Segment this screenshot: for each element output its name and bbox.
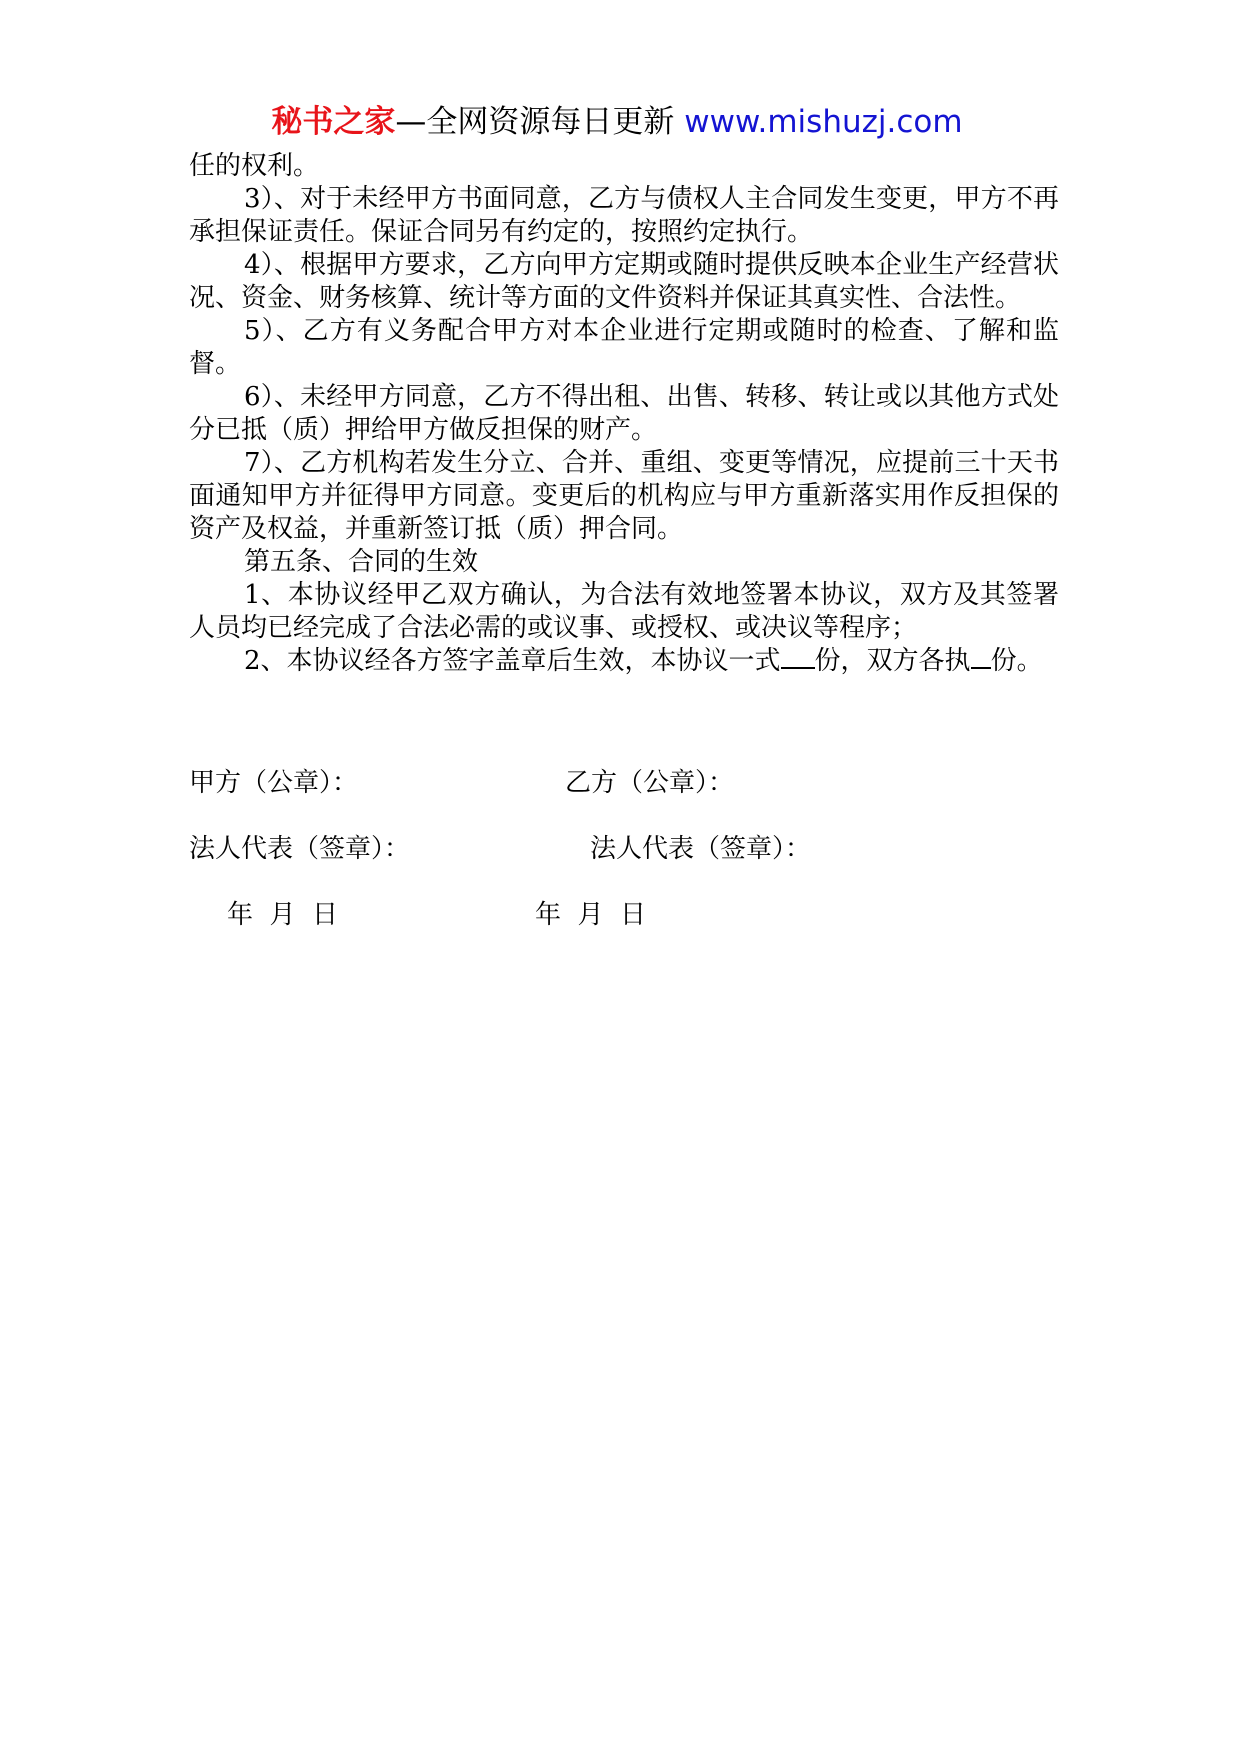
header-brand: 秘书之家	[271, 104, 396, 140]
clause-7: 7）、乙方机构若发生分立、合并、重组、变更等情况，应提前三十天书面通知甲方并征得甲方同意。变更后的机构应与甲方重新落实用作反担保的资产及权益，并重新签订抵（质）押合同。	[189, 448, 1059, 544]
paragraph-continuation: 任的权利。	[189, 151, 320, 181]
party-b-seal-label: 乙方（公章）：	[565, 768, 735, 798]
clause-2-text-c: 份。	[990, 646, 1043, 676]
clause-2-text-a: 2、本协议经各方签字盖章后生效，本协议一式	[244, 646, 781, 676]
party-a-seal-label: 甲方（公章）：	[189, 768, 359, 798]
clause-2-text-b: 份，双方各执	[814, 646, 971, 676]
party-a-rep-label: 法人代表（签章）：	[189, 834, 411, 864]
clause-3: 3）、对于未经甲方书面同意，乙方与债权人主合同发生变更，甲方不再承担保证责任。保证合同另有约定的，按照约定执行。	[189, 184, 1059, 247]
party-b-date: 年 月 日	[535, 900, 647, 930]
clause-5: 5）、乙方有义务配合甲方对本企业进行定期或随时的检查、了解和监督。	[189, 316, 1059, 379]
party-a-date: 年 月 日	[227, 900, 339, 930]
copies-total-blank	[781, 645, 815, 669]
article-5-heading: 第五条、合同的生效	[244, 547, 479, 577]
document-body	[189, 150, 1059, 678]
article-5-clause-2	[189, 645, 1059, 678]
site-header	[0, 100, 1234, 144]
clause-4: 4）、根据甲方要求，乙方向甲方定期或随时提供反映本企业生产经营状况、资金、财务核算、统计等方面的文件资料并保证其真实性、合法性。	[189, 250, 1059, 313]
header-tagline: —全网资源每日更新	[395, 104, 685, 140]
article-5-clause-1: 1、本协议经甲乙双方确认，为合法有效地签署本协议，双方及其签署人员均已经完成了合法必需的或议事、或授权、或决议等程序；	[189, 580, 1059, 643]
header-url[interactable]: www.mishuzj.com	[684, 104, 963, 140]
copies-each-blank	[971, 645, 991, 669]
party-b-rep-label: 法人代表（签章）：	[590, 834, 812, 864]
clause-6: 6）、未经甲方同意，乙方不得出租、出售、转移、转让或以其他方式处分已抵（质）押给甲方做反担保的财产。	[189, 382, 1059, 445]
